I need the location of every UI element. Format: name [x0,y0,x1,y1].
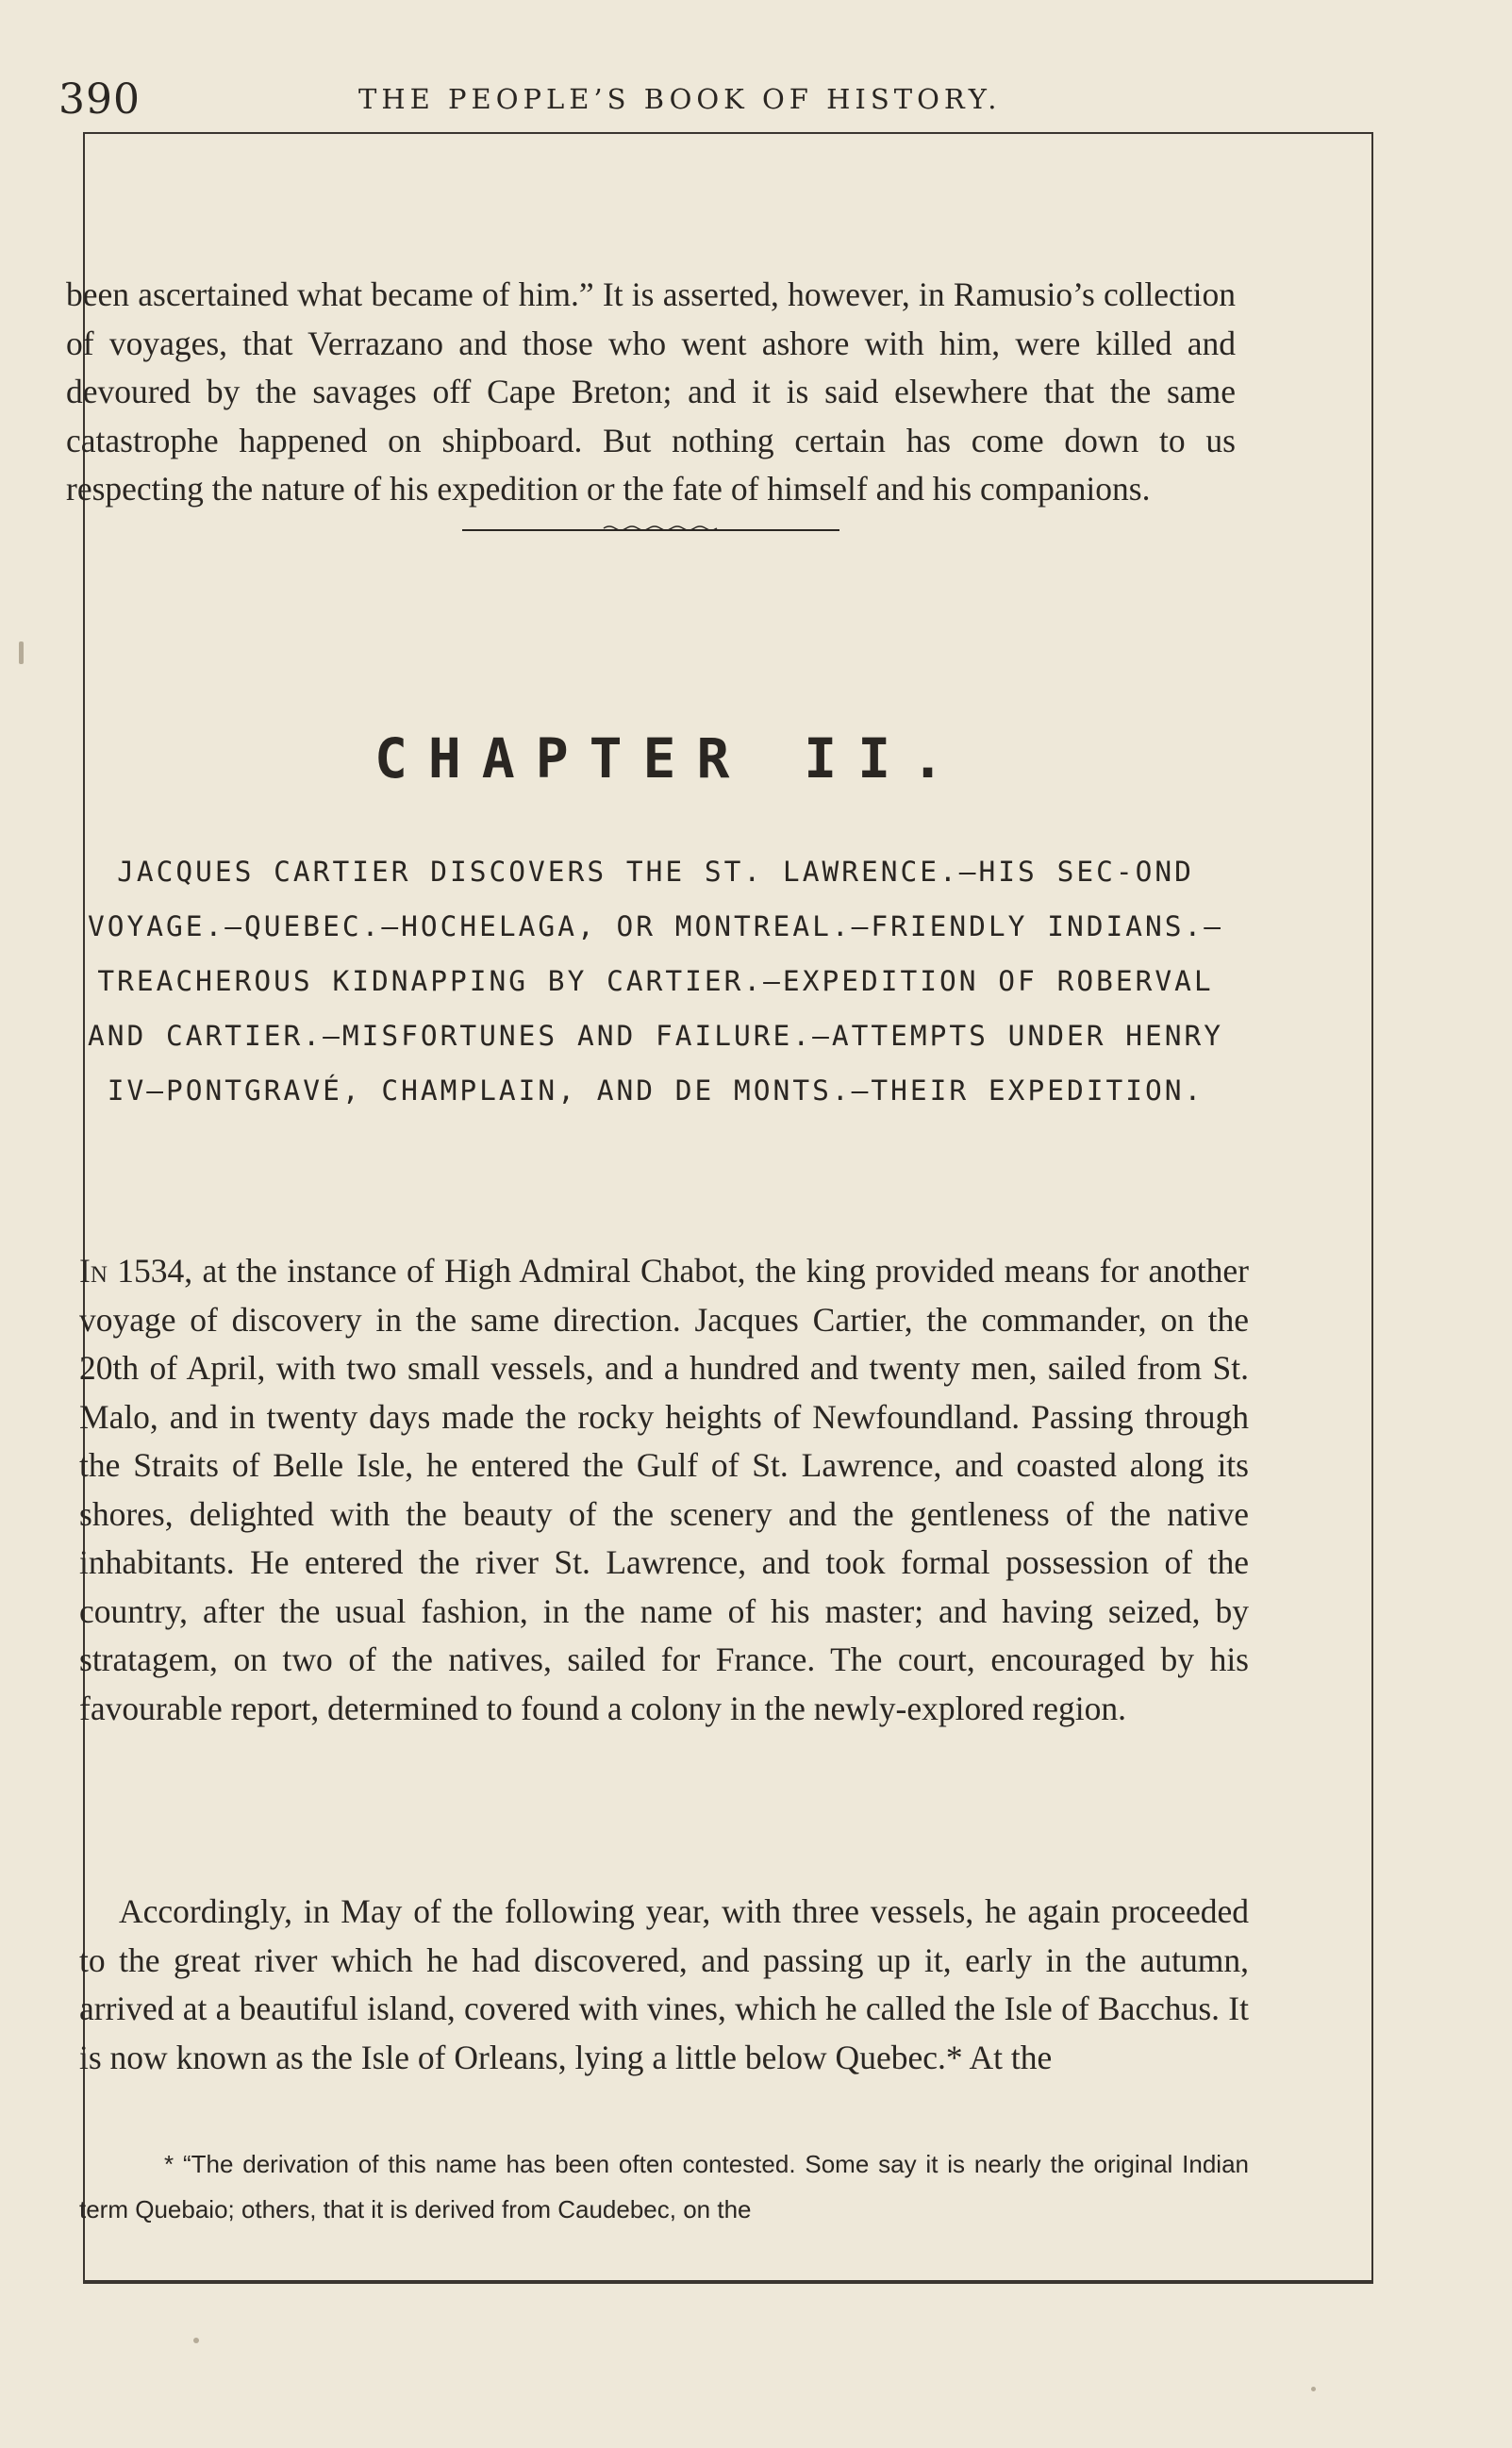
paragraph-second-voyage: Accordingly, in May of the following year, with three vessels, he again proceeded to the great river which he had discovered, and passing up it, early in the autumn, arrived at a beautiful island, covered with vines, which he called the Isle of Bacchus. It is now known as the Isle of Orleans, lying a little below Quebec.* At the [79,1892,1249,2076]
paper-speck [1311,2387,1316,2391]
closing-paragraph-previous-chapter: been ascertained what became of him.” It is asserted, however, in Ramusio’s collection of voyages, that Verrazano and those who went ashore with him, were killed and devoured by the savages off Cape Breton; and it is said elsewhere that the same catastrophe happened on shipboard. But nothing certain has come down to us respecting the nature of his expedition or the fate of himself and his companions. [66,275,1236,508]
page-number: 390 [58,75,141,124]
footnote: * “The derivation of this name has been often contested. Some say it is nearly the original Indian term Quebaio; others, that it is derived from Caudebec, on the [79,2150,1249,2223]
paragraph-cartier-first-voyage [79,1247,1249,1733]
paragraph-text: 1534, at the instance of High Admiral Chabot, the king provided means for another voyage of discovery in the same direction. Jacques Cartier, the commander, on the 20th of April, with two small vessels, and a hundred and twenty men, sailed from St. Malo, and in twenty days made the rocky heights of Newfoundland. Passing through the Straits of Belle Isle, he entered the Gulf of St. Lawrence, and coasted along its shores, delighted with the beauty of the scenery and the gentleness of the native inhabitants. He entered the river St. Lawrence, and took formal possession of the country, after the usual fashion, in the name of his master; and having seized, by stratagem, on two of the natives, sailed for France. The court, encouraged by his favourable report, determined to found a colony in the newly-explored region. [79,1252,1249,1727]
page-header [57,74,1283,130]
chapter-summary: JACQUES CARTIER DISCOVERS THE ST. LAWRENCE.—HIS SEC-OND VOYAGE.—QUEBEC.—HOCHELAGA, OR MONTREAL.—FRIENDLY INDIANS.—TREACHEROUS KIDNAPPING BY CARTIER.—EXPEDITION OF ROBERVAL AND CARTIER.—MISFORTUNES AND FAILURE.—ATTEMPTS UNDER HENRY IV—PONTGRAVÉ, CHAMPLAIN, AND DE MONTS.—THEIR EXPEDITION. [87,856,1224,1107]
wavy-rule-ornament [462,522,839,535]
paper-speck [19,641,24,664]
paragraph-opening-word: In [79,1252,108,1290]
chapter-separator-rule [462,521,839,534]
paper-speck [193,2338,199,2343]
running-title: THE PEOPLE’S BOOK OF HISTORY. [358,83,1002,115]
chapter-heading: CHAPTER II. [374,726,966,791]
